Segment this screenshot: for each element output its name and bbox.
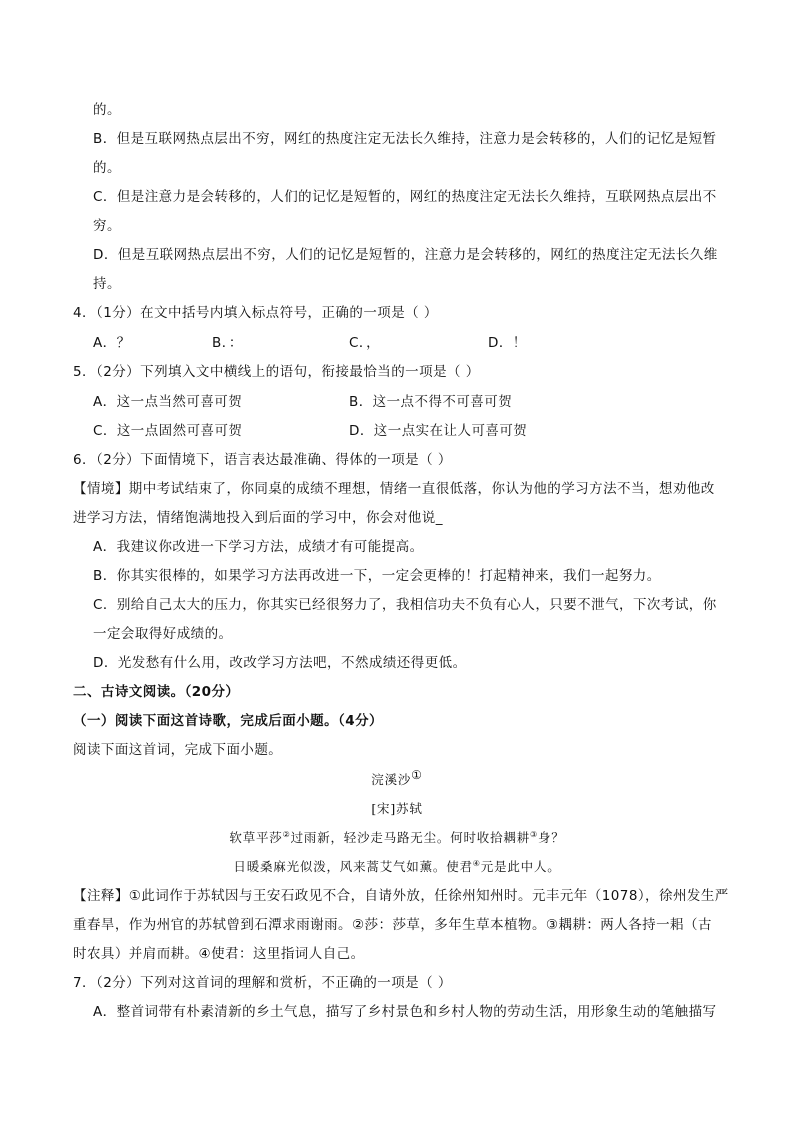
poem-note-marker-3: ③ <box>530 829 538 839</box>
poem-title-note-marker: ① <box>411 767 423 782</box>
poem-line-1-part-a: 软草平莎 <box>229 830 283 845</box>
q5-option-d: D．这一点实在让人可喜可贺 <box>349 423 528 439</box>
poem-line-2-part-a: 日暖桑麻光似泼，风来蒿艾气如薰。使君 <box>233 859 473 874</box>
q4-option-b: B．： <box>212 335 243 351</box>
q7-stem: 7．（2分）下列对这首词的理解和赏析，不正确的一项是（ ） <box>73 975 452 991</box>
notes-line-1: 【注释】①此词作于苏轼因与王安石政见不合，自请外放，任徐州知州时。元丰元年（1078），徐州发生严 <box>73 888 729 904</box>
q3-option-b-line1: B．但是互联网热点层出不穷，网红的热度注定无法长久维持，注意力是会转移的，人们的记忆是短暂 <box>93 131 717 147</box>
poem-title <box>0 767 794 789</box>
notes-line-3: 时农具）并肩而耕。④使君：这里指词人自己。 <box>73 946 365 962</box>
q6-option-c-line2: 一定会取得好成绩的。 <box>93 626 233 642</box>
q5-stem: 5．（2分）下列填入文中横线上的语句，衔接最恰当的一项是（ ） <box>73 364 480 380</box>
poem-title-text: 浣溪沙 <box>371 772 412 787</box>
q6-situation-line2 <box>73 509 443 527</box>
poem-line-2 <box>0 858 794 876</box>
section-2-part-1-heading: （一）阅读下面这首诗歌，完成后面小题。（4分） <box>73 713 383 729</box>
q6-option-a: A．我建议你改进一下学习方法，成绩才有可能提高。 <box>93 539 424 555</box>
poem-note-marker-4: ④ <box>472 858 481 868</box>
q4-stem: 4．（1分）在文中括号内填入标点符号，正确的一项是（ ） <box>73 305 438 321</box>
q5-option-b: B．这一点不得不可喜可贺 <box>349 394 513 410</box>
q6-situation-line1: 【情境】期中考试结束了，你同桌的成绩不理想，情绪一直很低落，你认为他的学习方法不当，想劝他改 <box>73 481 715 497</box>
poem-line-1 <box>0 829 794 847</box>
q3-option-a-tail: 的。 <box>93 102 121 118</box>
poem-author: [宋]苏轼 <box>371 801 423 816</box>
q6-stem: 6．（2分）下面情境下，语言表达最准确、得体的一项是（ ） <box>73 452 452 468</box>
q5-option-c: C．这一点固然可喜可贺 <box>93 423 243 439</box>
q6-option-b: B．你其实很棒的，如果学习方法再改进一下，一定会更棒的！打起精神来，我们一起努力。 <box>93 568 661 584</box>
q3-option-b-line2: 的。 <box>93 160 121 176</box>
poem-line-1-part-c: 身？ <box>537 830 565 845</box>
q6-option-d: D．光发愁有什么用，改改学习方法吧，不然成绩还得更低。 <box>93 655 467 671</box>
q3-option-c-line2: 穷。 <box>93 218 121 234</box>
q5-option-a: A．这一点当然可喜可贺 <box>93 394 243 410</box>
poem-note-marker-2: ② <box>282 829 291 839</box>
q4-option-d: D．！ <box>488 335 527 351</box>
section-2-intro: 阅读下面这首词，完成下面小题。 <box>73 742 283 758</box>
notes-line-2: 重春旱，作为州官的苏轼曾到石潭求雨谢雨。②莎：莎草，多年生草本植物。③耦耕：两人各持一耜（古 <box>73 917 712 933</box>
q4-option-c: C．， <box>349 335 381 351</box>
poem-line-2-part-b: 元是此中人。 <box>480 859 561 874</box>
poem-line-1-part-b: 过雨新，轻沙走马路无尘。何时收拾耦耕 <box>290 830 530 845</box>
section-2-title: 二、古诗文阅读。（20分） <box>73 684 240 700</box>
q6-situation-text: 进学习方法，情绪饱满地投入到后面的学习中，你会对他说 <box>73 510 436 526</box>
q3-option-c-line1: C．但是注意力是会转移的，人们的记忆是短暂的，网红的热度注定无法长久维持，互联网热点层出不 <box>93 189 717 205</box>
q3-option-d-line2: 持。 <box>93 276 121 292</box>
q6-answer-blank: _ <box>435 510 443 526</box>
q4-option-a: A．？ <box>93 335 131 351</box>
q6-option-c-line1: C．别给自己太大的压力，你其实已经很努力了，我相信功夫不负有心人，只要不泄气，下次考试，你 <box>93 597 717 613</box>
q3-option-d-line1: D．但是互联网热点层出不穷，人们的记忆是短暂的，注意力是会转移的，网红的热度注定无法长久维 <box>93 247 718 263</box>
q7-option-a: A．整首词带有朴素清新的乡土气息，描写了乡村景色和乡村人物的劳动生活，用形象生动的笔触描写 <box>93 1004 717 1020</box>
